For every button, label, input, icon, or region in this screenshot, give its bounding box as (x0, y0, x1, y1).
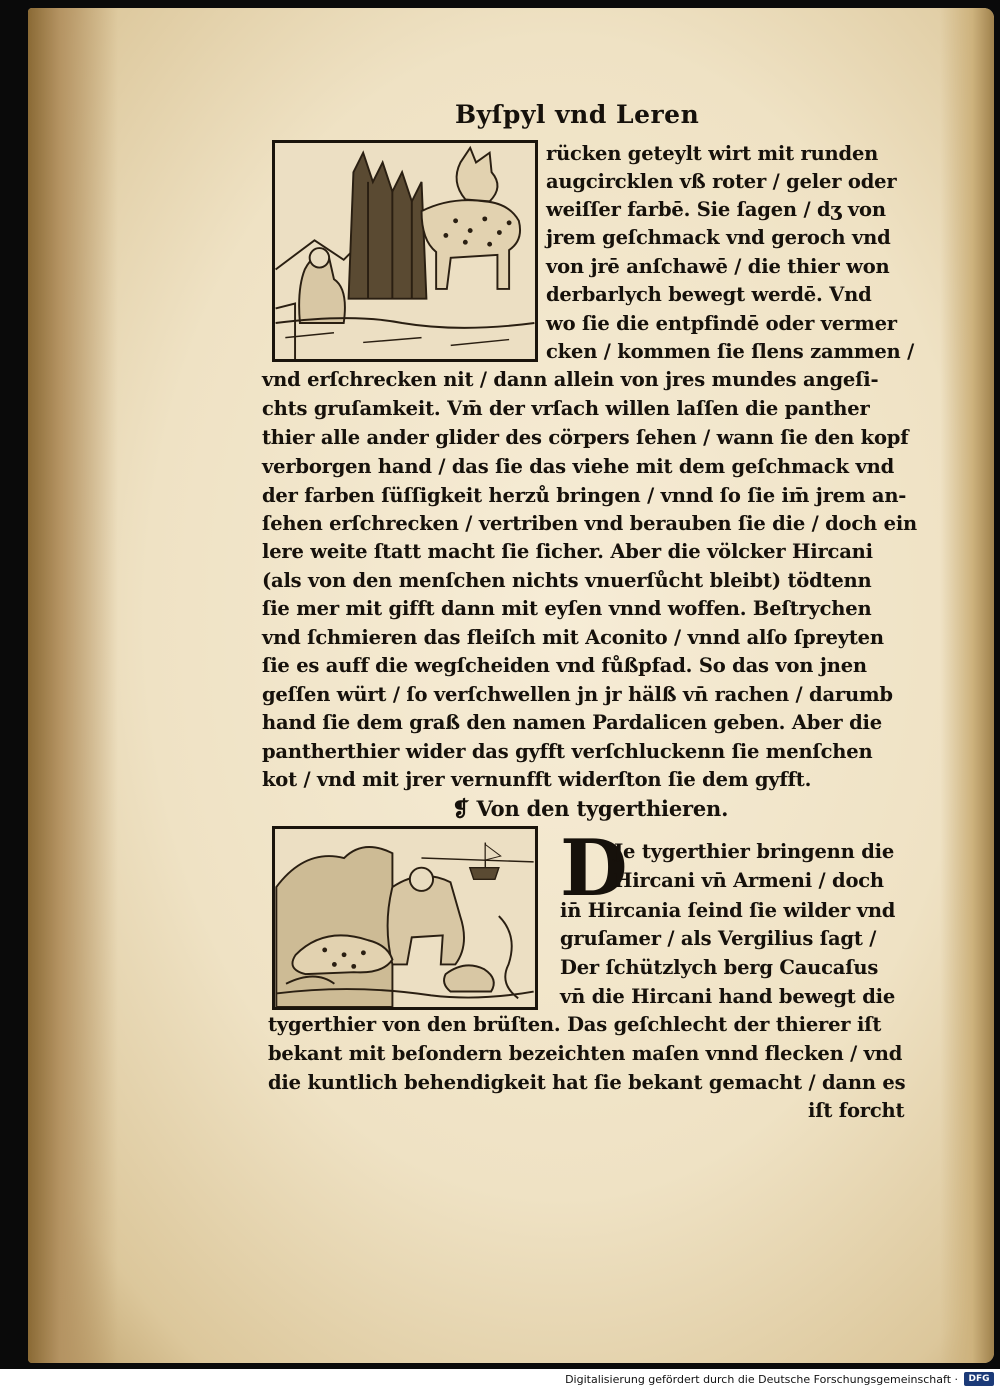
text-line: pantherthier wider das gyfft verſchluckenn ſie menſchen (262, 740, 873, 763)
panther-woodcut-image (272, 140, 538, 362)
text-line: (als von den menſchen nichts vnuerſůcht bleibt) tödtenn (262, 569, 872, 592)
text-line: ſie mer mit gifft dann mit eyſen vnnd woffen. Beſtrychen (262, 597, 872, 620)
panther-woodcut-drawing (275, 143, 535, 359)
text-line: augcircklen vß roter / geler oder (546, 170, 897, 193)
text-line: wo ſie die entpfindē oder vermer (546, 312, 897, 335)
text-line: geſſen würt / ſo verſchwellen jn jr hälß vn̄ rachen / darumb (262, 683, 893, 706)
running-title: Byſpyl vnd Leren (455, 100, 700, 129)
text-line: Der ſchützlych berg Caucaſus (560, 956, 879, 979)
text-line: vnd ſchmieren das fleiſch mit Aconito / vnnd alſo ſpreyten (262, 626, 884, 649)
text-line: ſie es auff die wegſcheiden vnd fůßpfad. So das von jnen (262, 654, 867, 677)
text-line: derbarlych bewegt werdē. Vnd (546, 283, 872, 306)
text-line: lere weite ſtatt macht ſie ſicher. Aber die völcker Hircani (262, 540, 873, 563)
page-edge-shadow (940, 8, 994, 1363)
catchword: iſt forcht (808, 1099, 905, 1122)
text-line: verborgen hand / das ſie das viehe mit dem geſchmack vnd (262, 455, 895, 478)
text-line: vnd erſchrecken nit / dann allein von jres mundes angeſi- (262, 368, 879, 391)
tiger-woodcut-image (272, 826, 538, 1010)
text-line: jrem geſchmack vnd geroch vnd (546, 226, 891, 249)
text-line: rücken geteylt wirt mit runden (546, 142, 879, 165)
text-line: der farben ſüſſigkeit herzů bringen / vnnd ſo ſie im̄ jrem an- (262, 484, 907, 507)
text-line: kot / vnd mit jrer vernunfft widerſton ſie dem gyfft. (262, 768, 812, 791)
text-line: in̄ Hircania ſeind ſie wilder vnd (560, 899, 896, 922)
section-heading: ❡ Von den tygerthieren. (452, 796, 729, 821)
dfg-logo: DFG (964, 1372, 994, 1386)
text-line: Hircani vn̄ Armeni / doch (614, 869, 884, 892)
text-line: bekant mit beſondern bezeichten maſen vnnd flecken / vnd (268, 1042, 903, 1065)
text-line: weiſſer farbē. Sie ſagen / dʒ von (546, 198, 886, 221)
tiger-woodcut-drawing (275, 829, 535, 1007)
text-line: hand ſie dem graß den namen Pardalicen geben. Aber die (262, 711, 882, 734)
text-line: ſehen erſchrecken / vertriben vnd berauben ſie die / doch ein (262, 512, 917, 535)
text-line: die kuntlich behendigkeit hat ſie bekant gemacht / dann es (268, 1071, 906, 1094)
page-gutter-shadow (28, 8, 118, 1363)
drop-cap-initial: D (560, 823, 628, 914)
text-line: gruſamer / als Vergilius ſagt / (560, 927, 877, 950)
text-line: Je tygerthier bringenn die (614, 840, 895, 863)
text-line: von jrē anſchawē / die thier won (546, 255, 890, 278)
text-line: tygerthier von den brüſten. Das geſchlecht der thierer iſt (268, 1013, 882, 1036)
text-line: vn̄ die Hircani hand bewegt die (560, 985, 896, 1008)
text-line: chts gruſamkeit. Vm̄ der vrſach willen laſſen die panther (262, 397, 870, 420)
funding-notice: Digitalisierung gefördert durch die Deutsche Forschungsgemeinschaft · (565, 1373, 958, 1386)
text-line: thier alle ander glider des cörpers ſehen / wann ſie den kopf (262, 426, 909, 449)
text-line: cken / kommen ſie ſlens zammen / (546, 340, 915, 363)
